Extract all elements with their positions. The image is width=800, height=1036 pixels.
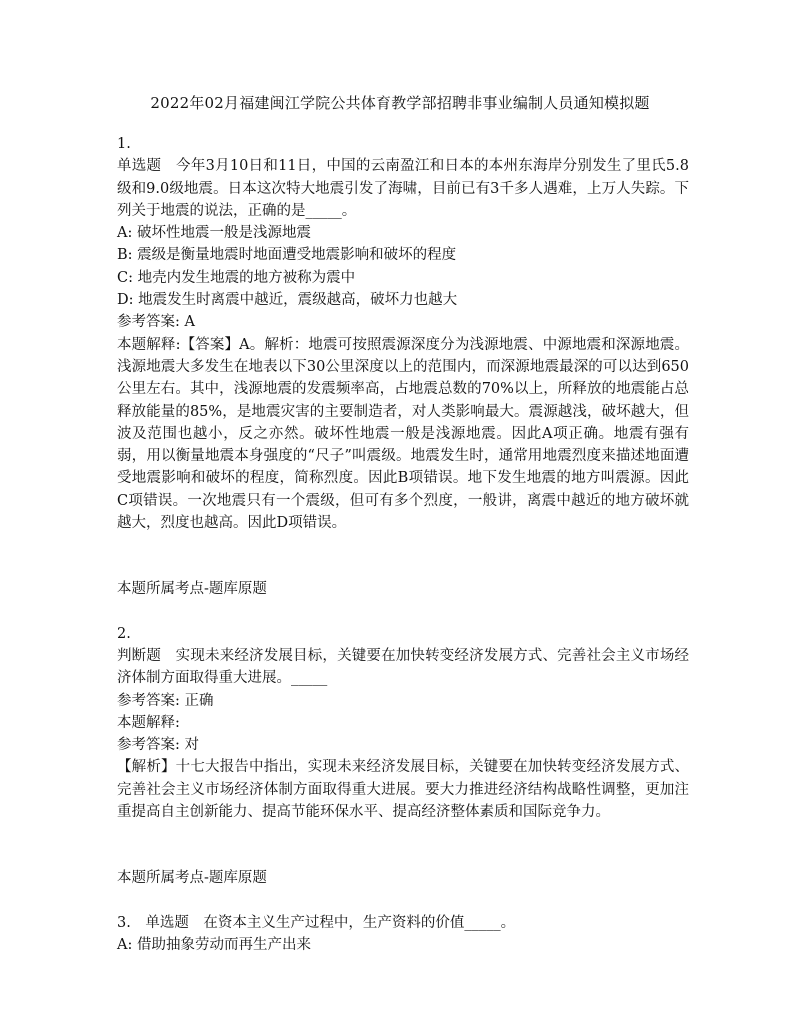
option-c: C: 地壳内发生地震的地方被称为震中 <box>117 269 356 286</box>
question-stem: 单选题 今年3月10日和11日，中国的云南盈江和日本的本州东海岸分别发生了里氏5.8级和9.0级地震。日本这次特大地震引发了海啸，目前已有3千多人遇难，上万人失踪。下列关于地震的说法，正确的是_____。 <box>117 158 689 219</box>
explanation-label: 本题解释: <box>117 714 180 731</box>
reference-answer-2: 参考答案: 对 <box>117 737 199 754</box>
question-3 <box>117 912 689 957</box>
option-d: D: 地震发生时离震中越近，震级越高，破坏力也越大 <box>117 292 458 309</box>
document-title: 2022年02月福建闽江学院公共体育教学部招聘非事业编制人员通知模拟题 <box>150 94 650 112</box>
reference-answer: 参考答案: 正确 <box>117 692 214 709</box>
question-number: 1. <box>117 136 131 152</box>
question-number: 2. <box>117 625 131 642</box>
question-category: 本题所属考点-题库原题 <box>117 870 267 887</box>
question-1 <box>117 133 689 601</box>
explanation: 【解析】十七大报告中指出，实现未来经济发展目标，关键要在加快转变经济发展方式、完善社会主义市场经济体制方面取得重大进展。要大力推进经济结构战略性调整，更加注重提高自主创新能力、提高节能环保水平、提高经济整体素质和国际竞争力。 <box>117 759 689 821</box>
reference-answer: 参考答案: A <box>117 314 195 331</box>
question-stem: 判断题 实现未来经济发展目标，关键要在加快转变经济发展方式、完善社会主义市场经济体制方面取得重大进展。_____ <box>117 647 689 687</box>
question-2 <box>117 623 689 890</box>
option-a: A: 借助抽象劳动而再生产出来 <box>117 936 311 953</box>
option-b: B: 震级是衡量地震时地面遭受地震影响和破坏的程度 <box>117 247 457 264</box>
option-a: A: 破坏性地震一般是浅源地震 <box>117 225 311 242</box>
document-content <box>117 133 689 956</box>
question-category: 本题所属考点-题库原题 <box>117 581 267 598</box>
question-heading: 3. 单选题 在资本主义生产过程中，生产资料的价值_____。 <box>117 914 516 931</box>
explanation: 本题解释:【答案】A。解析：地震可按照震源深度分为浅源地震、中源地震和深源地震。浅源地震大多发生在地表以下30公里深度以上的范围内，而深源地震最深的可以达到650公里左右。其中，浅源地震的发震频率高，占地震总数的70%以上，所释放的地震能占总释放能量的85%，是地震灾害的主要制造者，对人类影响最大。震源越浅，破坏越大，但波及范围也越小，反之亦然。破坏性地震一般是浅源地震。因此A项正确。地震有强有弱，用以衡量地震本身强度的“尺子”叫震级。地震发生时，通常用地震烈度来描述地面遭受地震影响和破坏的程度，简称烈度。因此B项错误。地下发生地震的地方叫震源。因此C项错误。一次地震只有一个震级，但可有多个烈度，一般讲，离震中越近的地方破坏就越大，烈度也越高。因此D项错误。 <box>117 336 689 532</box>
